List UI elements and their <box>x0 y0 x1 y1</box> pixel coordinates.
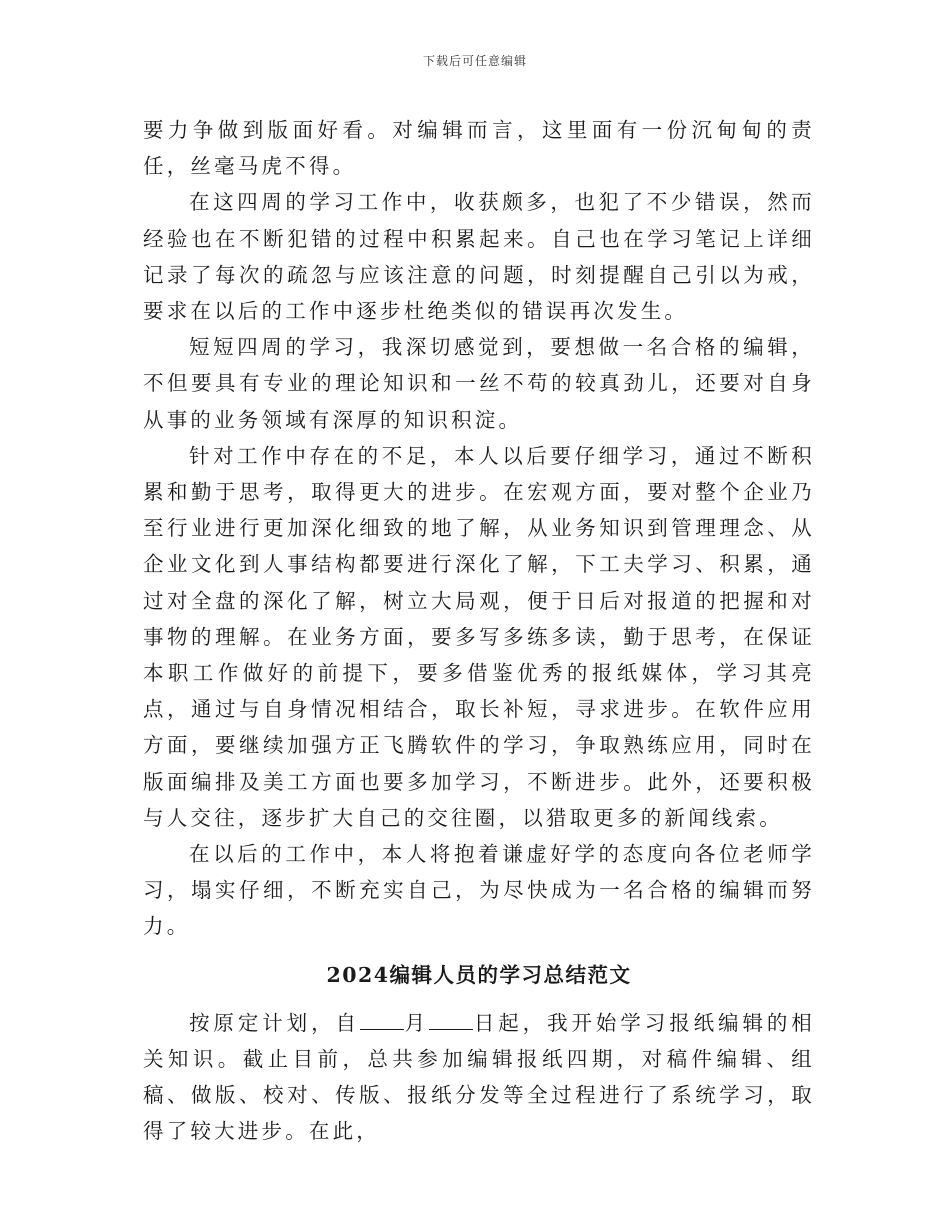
page-header: 下载后可任意编辑 <box>422 54 527 68</box>
intro-text-3: 日起，我开始学习报纸编辑的相关知识。截止目前，总共参加编辑报纸四期，对稿件编辑、组稿、做版、校对、传版、报纸分发等全过程进行了系统学习，取得了较大进步。在此， <box>143 1010 815 1144</box>
paragraph-1: 要力争做到版面好看。对编辑而言，这里面有一份沉甸甸的责任，丝毫马虎不得。 <box>143 118 815 179</box>
paragraph-4: 针对工作中存在的不足，本人以后要仔细学习，通过不断积累和勤于思考，取得更大的进步。在宏观方面，要对整个企业乃至行业进行更加深化细致的地了解，从业务知识到管理理念、从企业文化到人事结构都要进行深化了解，下工夫学习、积累，通过对全盘的深化了解，树立大局观，便于日后对报道的把握和对事物的理解。在业务方面，要多写多练多读，勤于思考，在保证本职工作做好的前提下，要多借鉴优秀的报纸媒体，学习其亮点，通过与自身情况相结合，取长补短，寻求进步。在软件应用方面，要继续加强方正飞腾软件的学习，争取熟练应用，同时在版面编排及美工方面也要多加学习，不断进步。此外，还要积极与人交往，逐步扩大自己的交往圈，以猎取更多的新闻线索。 <box>143 443 815 830</box>
date-blank-month <box>360 1011 404 1030</box>
paragraph-2: 在这四周的学习工作中，收获颇多，也犯了不少错误，然而经验也在不断犯错的过程中积累起来。自己也在学习笔记上详细记录了每次的疏忽与应该注意的问题，时刻提醒自己引以为戒，要求在以后的工作中逐步杜绝类似的错误再次发生。 <box>143 190 815 324</box>
intro-text-1: 按原定计划，自 <box>189 1010 360 1035</box>
section-intro-paragraph <box>143 1005 815 1150</box>
document-body <box>143 112 815 1149</box>
section-title: 2024编辑人员的学习总结范文 <box>326 962 632 987</box>
paragraph-5: 在以后的工作中，本人将抱着谦虚好学的态度向各位老师学习，塌实仔细，不断充实自己，为尽快成为一名合格的编辑而努力。 <box>143 842 815 939</box>
date-blank-day <box>429 1011 473 1030</box>
intro-text-2: 月 <box>403 1010 430 1035</box>
paragraph-3: 短短四周的学习，我深切感觉到，要想做一名合格的编辑，不但要具有专业的理论知识和一丝不苟的较真劲儿，还要对自身从事的业务领域有深厚的知识积淀。 <box>143 335 815 432</box>
